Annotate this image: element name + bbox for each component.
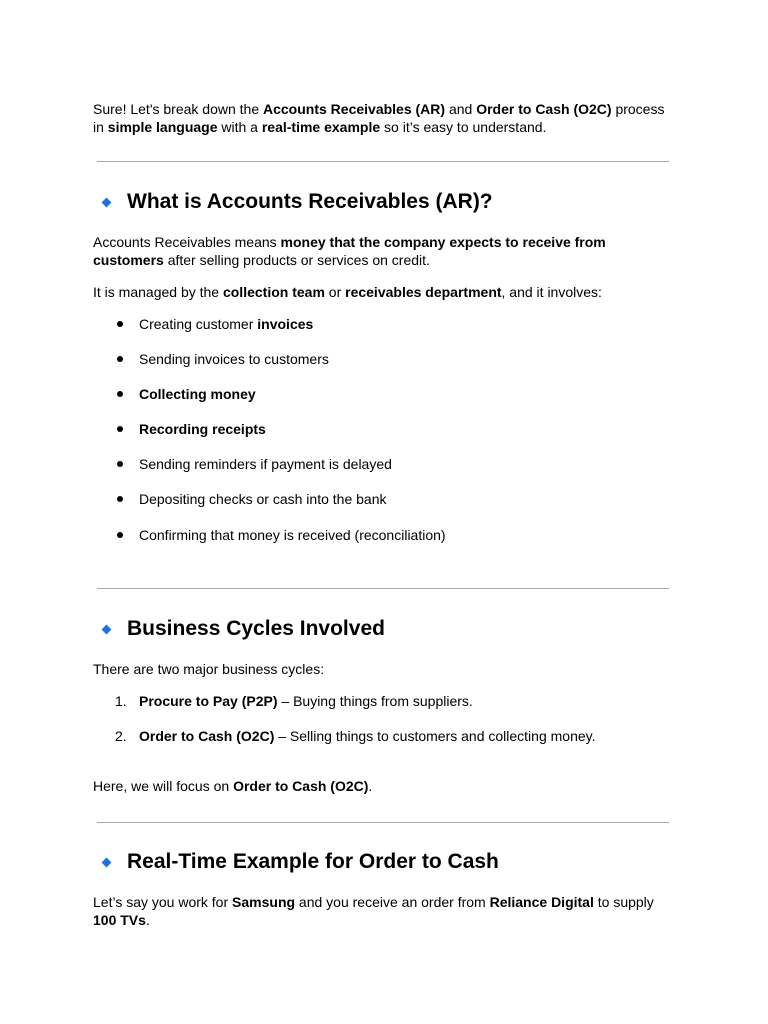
- section-heading-example: [101, 849, 675, 875]
- paragraph-text: to supply: [593, 894, 654, 910]
- ar-definition-paragraph: [93, 233, 675, 269]
- list-item-text: Sending reminders if payment is delayed: [139, 456, 392, 472]
- section-heading-cycles: [101, 616, 675, 642]
- list-item-bold: Collecting money: [139, 386, 256, 402]
- list-item-text: Depositing checks or cash into the bank: [139, 491, 387, 507]
- intro-text: process in: [93, 101, 665, 135]
- list-item-text: – Selling things to customers and collecting money.: [274, 728, 596, 744]
- cycles-intro-paragraph: There are two major business cycles:: [93, 661, 325, 677]
- intro-text: Sure! Let's break down the: [93, 101, 263, 117]
- list-number: 2.: [115, 728, 127, 744]
- focus-paragraph: [93, 777, 675, 795]
- example-paragraph: [93, 893, 675, 929]
- paragraph-bold: receivables department: [345, 284, 502, 300]
- list-item: [93, 315, 675, 333]
- list-item-bold: invoices: [257, 316, 314, 332]
- business-cycles-list: [93, 692, 675, 745]
- list-item-bold: Recording receipts: [139, 421, 266, 437]
- list-item-text: Confirming that money is received (reconciliation): [139, 527, 446, 543]
- list-item: [93, 727, 675, 745]
- list-item: [93, 455, 675, 473]
- paragraph-text: It is managed by the: [93, 284, 223, 300]
- section-heading-ar: [101, 189, 675, 215]
- list-item-text: – Buying things from suppliers.: [277, 693, 473, 709]
- paragraph-bold: Samsung: [232, 894, 296, 910]
- section-heading-text: What is Accounts Receivables (AR)?: [127, 190, 493, 213]
- bullet-dot-icon: [117, 461, 123, 467]
- list-item: [93, 692, 675, 710]
- list-item-text: Sending invoices to customers: [139, 351, 329, 367]
- intro-bold: Order to Cash (O2C): [476, 101, 612, 117]
- section-heading-text: Real-Time Example for Order to Cash: [127, 850, 499, 873]
- bullet-dot-icon: [117, 321, 123, 327]
- list-item-bold: Procure to Pay (P2P): [139, 693, 278, 709]
- list-item-bold: Order to Cash (O2C): [139, 728, 275, 744]
- bullet-dot-icon: [117, 532, 123, 538]
- paragraph-text: and you receive an order from: [295, 894, 490, 910]
- bullet-dot-icon: [117, 426, 123, 432]
- section-heading-text: Business Cycles Involved: [127, 617, 385, 640]
- list-item-text: Creating customer: [139, 316, 258, 332]
- paragraph-text: .: [368, 778, 373, 794]
- paragraph-bold: money that the company expects to receive from customers: [93, 234, 606, 268]
- intro-text: so it’s easy to understand.: [380, 119, 547, 135]
- intro-bold: Accounts Receivables (AR): [263, 101, 446, 117]
- intro-text: with a: [217, 119, 262, 135]
- intro-bold: simple language: [107, 119, 218, 135]
- paragraph-bold: 100 TVs: [93, 912, 146, 928]
- paragraph-text: , and it involves:: [501, 284, 602, 300]
- list-item: [93, 420, 675, 438]
- paragraph-text: or: [324, 284, 346, 300]
- bullet-dot-icon: [117, 496, 123, 502]
- bullet-dot-icon: [117, 391, 123, 397]
- paragraph-text: Accounts Receivables means: [93, 234, 281, 250]
- intro-bold: real-time example: [261, 119, 381, 135]
- paragraph-bold: Reliance Digital: [489, 894, 594, 910]
- bullet-dot-icon: [117, 356, 123, 362]
- list-number: 1.: [115, 693, 127, 709]
- paragraph-bold: Order to Cash (O2C): [233, 778, 369, 794]
- section-divider: [97, 588, 669, 589]
- intro-paragraph: [93, 100, 675, 136]
- paragraph-text: Let’s say you work for: [93, 894, 233, 910]
- paragraph-text: .: [145, 912, 150, 928]
- list-item: [93, 490, 675, 508]
- list-item: [93, 350, 675, 368]
- paragraph-text: Here, we will focus on: [93, 778, 234, 794]
- ar-activities-list: [93, 315, 675, 544]
- ar-management-paragraph: [93, 283, 675, 301]
- blue-diamond-icon: [102, 624, 112, 634]
- paragraph-text: after selling products or services on credit.: [163, 252, 430, 268]
- list-item: [93, 385, 675, 403]
- intro-text: and: [445, 101, 477, 117]
- document-page: [93, 100, 675, 929]
- list-item: [93, 526, 675, 544]
- blue-diamond-icon: [102, 857, 112, 867]
- section-divider: [97, 822, 669, 823]
- blue-diamond-icon: [102, 197, 112, 207]
- paragraph-bold: collection team: [222, 284, 325, 300]
- section-divider: [97, 161, 669, 162]
